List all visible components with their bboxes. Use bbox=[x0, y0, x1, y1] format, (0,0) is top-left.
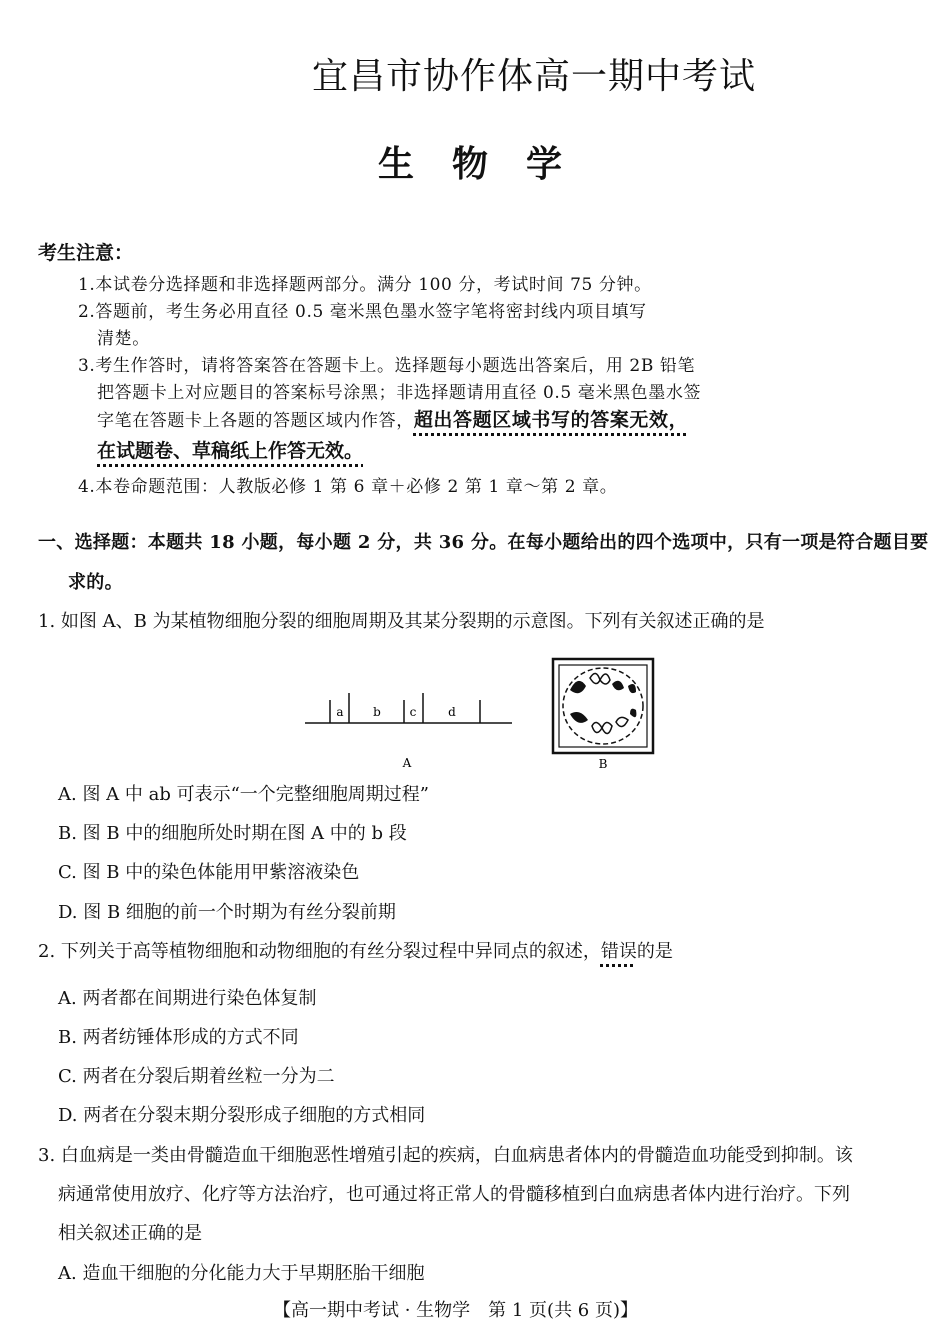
figure-a-label-d: d bbox=[448, 705, 456, 719]
figure-a-label-a: a bbox=[336, 705, 344, 719]
notice-item-2-line-2: 清楚。 bbox=[97, 329, 150, 349]
notice-emphasis-2: 在试题卷、草稿纸上作答无效。 bbox=[97, 440, 364, 462]
exam-title: 宜昌市协作体高一期中考试 bbox=[312, 56, 757, 97]
q3-stem-line-1: 3. 白血病是一类由骨髓造血干细胞恶性增殖引起的疾病，白血病患者体内的骨髓造血功能受到抑制。该 bbox=[38, 1145, 853, 1166]
notice-emphasis-1: 超出答题区域书写的答案无效， bbox=[413, 409, 689, 431]
q2-option-a: A. 两者都在间期进行染色体复制 bbox=[58, 988, 317, 1009]
figure-a-caption: A bbox=[402, 756, 412, 770]
figure-b-caption: B bbox=[598, 757, 608, 771]
q1-stem: 1. 如图 A、B 为某植物细胞分裂的细胞周期及其某分裂期的示意图。下列有关叙述正确的是 bbox=[38, 611, 765, 632]
section-heading-cont: 求的。 bbox=[68, 572, 123, 593]
q2-stem bbox=[38, 937, 673, 963]
q2-option-d: D. 两者在分裂末期分裂形成子细胞的方式相同 bbox=[58, 1105, 426, 1126]
notice-item-2-line-1: 2.答题前，考生务必用直径 0.5 毫米黑色墨水签字笔将密封线内项目填写 bbox=[78, 302, 647, 322]
subject-title: 生物学 bbox=[378, 143, 601, 185]
notice-item-4: 4.本卷命题范围：人教版必修 1 第 6 章＋必修 2 第 1 章～第 2 章。 bbox=[78, 477, 618, 497]
notice-item-3-line-3 bbox=[97, 405, 688, 432]
q2-stem-end: 的是 bbox=[636, 941, 673, 962]
q1-option-b: B. 图 B 中的细胞所处时期在图 A 中的 b 段 bbox=[58, 823, 407, 844]
figure-b-cell bbox=[550, 656, 660, 772]
notice-item-1: 1.本试卷分选择题和非选择题两部分。满分 100 分，考试时间 75 分钟。 bbox=[78, 275, 652, 295]
q3-stem-line-2: 病通常使用放疗、化疗等方法治疗，也可通过将正常人的骨髓移植到白血病患者体内进行治疗。下列 bbox=[58, 1184, 850, 1205]
q1-option-d: D. 图 B 细胞的前一个时期为有丝分裂前期 bbox=[58, 902, 396, 923]
section-heading: 一、选择题：本题共 18 小题，每小题 2 分，共 36 分。在每小题给出的四个选项中，只有一项是符合题目要 bbox=[38, 532, 929, 553]
q2-stem-emphasis: 错误 bbox=[600, 941, 637, 962]
notice-item-3-line-1: 3.考生作答时，请将答案答在答题卡上。选择题每小题选出答案后，用 2B 铅笔 bbox=[78, 356, 696, 376]
notice-item-3-line-2: 把答题卡上对应题目的答案标号涂黑；非选择题请用直径 0.5 毫米黑色墨水签 bbox=[97, 383, 702, 403]
q3-option-a: A. 造血干细胞的分化能力大于早期胚胎干细胞 bbox=[58, 1263, 425, 1284]
q2-option-b: B. 两者纺锤体形成的方式不同 bbox=[58, 1027, 299, 1048]
figure-a-label-b: b bbox=[373, 705, 381, 719]
notice-item-3-line-3-text: 字笔在答题卡上各题的答题区域内作答， bbox=[97, 411, 414, 431]
figure-a-label-c: c bbox=[409, 705, 417, 719]
notice-heading: 考生注意： bbox=[38, 242, 134, 264]
q1-option-a: A. 图 A 中 ab 可表示“一个完整细胞周期过程” bbox=[58, 784, 429, 805]
q2-stem-text: 2. 下列关于高等植物细胞和动物细胞的有丝分裂过程中异同点的叙述， bbox=[38, 941, 601, 962]
figure-a-cell-cycle bbox=[300, 680, 530, 772]
q2-option-c: C. 两者在分裂后期着丝粒一分为二 bbox=[58, 1066, 335, 1087]
page-footer: 【高一期中考试 · 生物学 第 1 页(共 6 页)】 bbox=[273, 1300, 638, 1321]
q3-stem-line-3: 相关叙述正确的是 bbox=[58, 1223, 202, 1244]
q1-option-c: C. 图 B 中的染色体能用甲紫溶液染色 bbox=[58, 862, 360, 883]
